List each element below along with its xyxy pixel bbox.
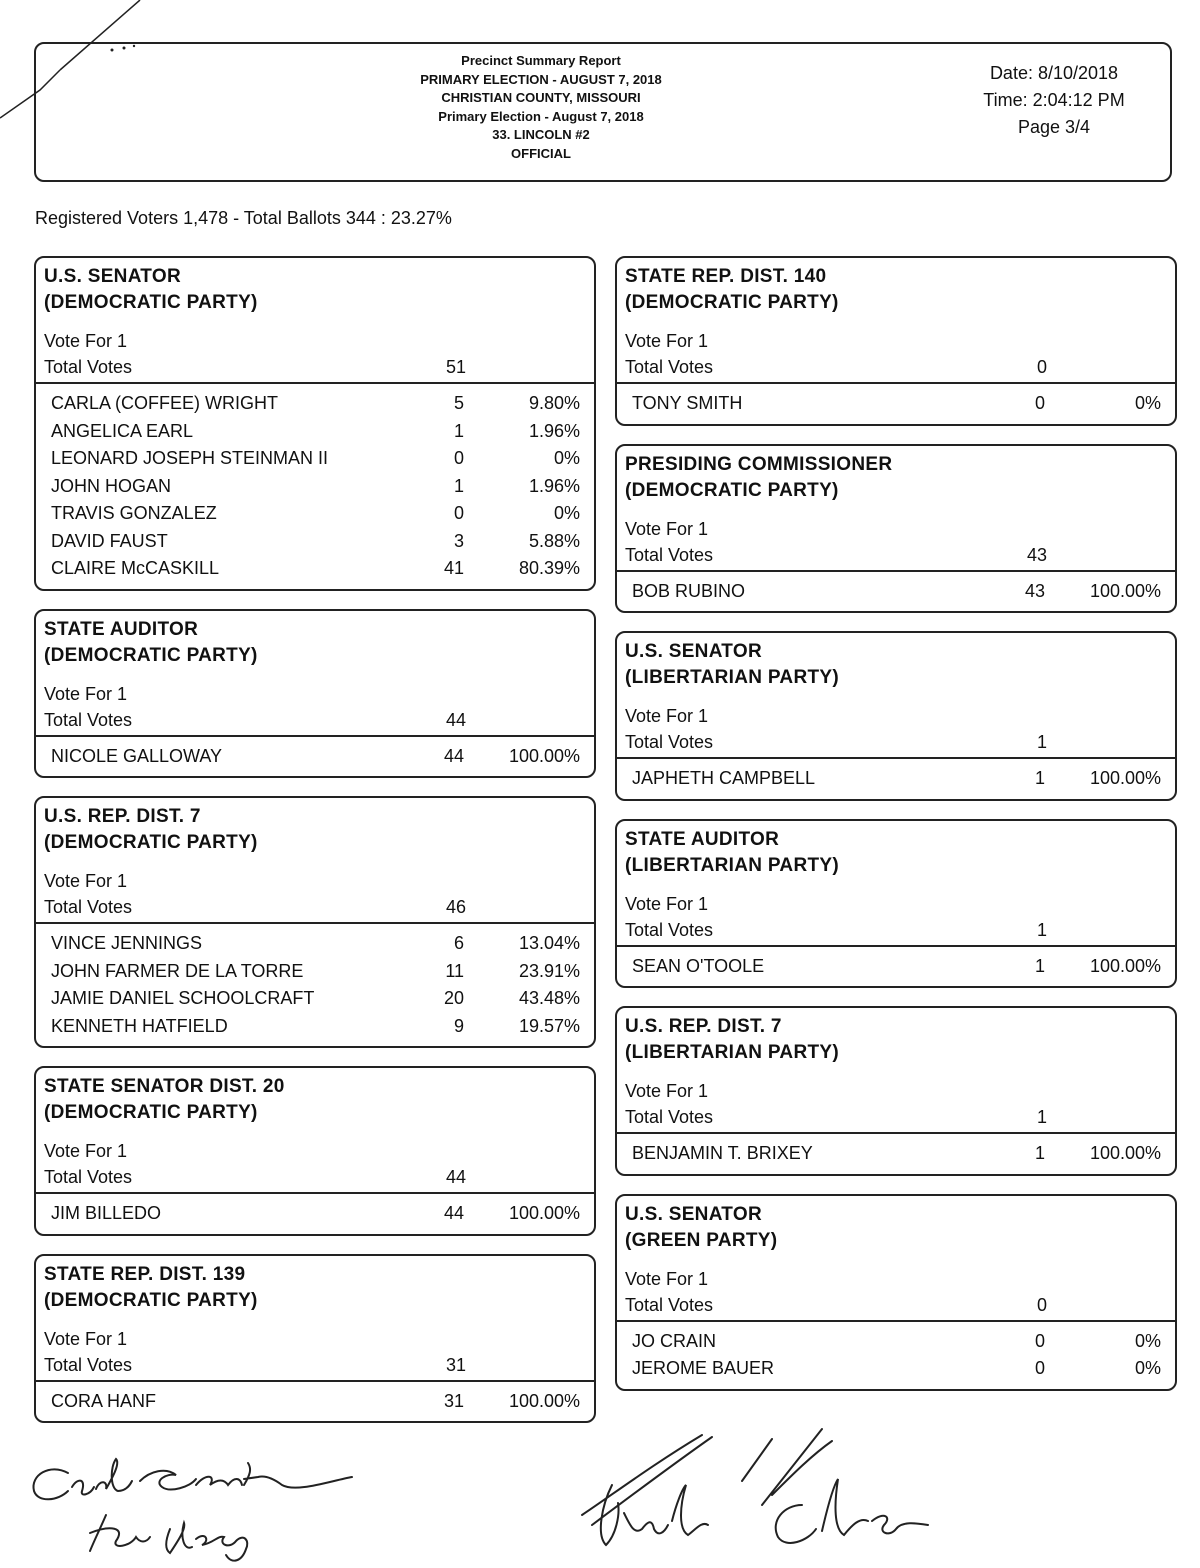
total-votes-value: 51 — [445, 357, 466, 377]
total-votes-value: 44 — [445, 1167, 466, 1187]
total-votes-value: 44 — [445, 709, 466, 730]
vote-for-label: Vote For 1 — [44, 1141, 128, 1161]
total-votes-value: 1 — [1036, 732, 1047, 752]
vote-for-label: Vote For 1 — [44, 871, 128, 891]
candidate-percent: 1.96% — [528, 420, 580, 441]
candidate-row — [51, 500, 580, 528]
race-header — [36, 611, 594, 737]
race-box — [615, 631, 1177, 801]
candidate-name: JAPHETH CAMPBELL — [632, 768, 816, 788]
total-votes-label: Total Votes — [625, 919, 714, 940]
report-title: Precinct Summary Report — [461, 53, 621, 68]
candidate-list — [617, 572, 1175, 612]
race-header — [36, 1068, 594, 1194]
race-header — [36, 258, 594, 384]
candidate-votes: 0 — [1034, 1358, 1045, 1378]
race-party: (LIBERTARIAN PARTY) — [625, 1042, 839, 1063]
candidate-name: JAMIE DANIEL SCHOOLCRAFT — [51, 988, 315, 1008]
candidate-row — [51, 930, 580, 958]
candidate-row — [632, 1355, 1161, 1383]
candidate-name: TRAVIS GONZALEZ — [51, 503, 217, 523]
race-party: (DEMOCRATIC PARTY) — [625, 292, 839, 313]
race-box — [615, 819, 1177, 989]
candidate-votes: 0 — [1034, 1330, 1045, 1351]
total-votes-label: Total Votes — [625, 732, 714, 752]
race-header — [617, 1008, 1175, 1134]
candidate-row — [51, 528, 580, 556]
candidate-list — [617, 759, 1175, 799]
candidate-list — [617, 384, 1175, 424]
race-party: (LIBERTARIAN PARTY) — [625, 667, 839, 688]
candidate-row — [51, 445, 580, 473]
race-box — [34, 256, 596, 591]
candidate-votes: 6 — [453, 933, 464, 953]
candidate-votes: 0 — [453, 503, 464, 523]
race-box — [34, 796, 596, 1048]
race-header — [617, 1196, 1175, 1322]
candidate-percent: 1.96% — [528, 475, 580, 496]
precinct-name: 33. LINCOLN #2 — [492, 127, 590, 142]
candidate-votes: 41 — [443, 558, 464, 578]
total-votes-row — [625, 354, 1167, 380]
race-party: (DEMOCRATIC PARTY) — [44, 832, 258, 853]
report-meta — [944, 60, 1164, 141]
candidate-name: JOHN FARMER DE LA TORRE — [51, 960, 304, 981]
candidate-percent: 23.91% — [518, 960, 580, 981]
race-header — [617, 258, 1175, 384]
race-header — [617, 446, 1175, 572]
candidate-row — [51, 418, 580, 446]
candidate-name: SEAN O'TOOLE — [632, 955, 765, 976]
candidate-percent: 0% — [553, 503, 580, 523]
total-votes-spacer — [1047, 729, 1167, 755]
race-title: STATE REP. DIST. 139 — [44, 1263, 246, 1285]
candidate-name: CLAIRE McCASKILL — [51, 558, 220, 578]
candidate-percent: 0% — [1134, 393, 1161, 413]
left-race-column — [34, 256, 596, 1441]
candidate-percent: 9.80% — [528, 393, 580, 413]
race-title: STATE REP. DIST. 140 — [625, 266, 827, 287]
candidate-votes: 1 — [1034, 955, 1045, 976]
candidate-name: ANGELICA EARL — [51, 420, 194, 441]
race-party: (DEMOCRATIC PARTY) — [44, 644, 258, 666]
report-header — [34, 42, 1172, 182]
candidate-percent: 100.00% — [508, 745, 580, 766]
candidate-percent: 19.57% — [518, 1015, 580, 1036]
candidate-name: VINCE JENNINGS — [51, 933, 203, 953]
candidate-row — [51, 958, 580, 986]
candidate-percent: 80.39% — [518, 558, 580, 578]
candidate-row — [632, 1328, 1161, 1356]
total-votes-row — [44, 1164, 586, 1190]
race-party: (DEMOCRATIC PARTY) — [44, 1102, 258, 1123]
candidate-percent: 100.00% — [1089, 1143, 1161, 1163]
vote-for-label: Vote For 1 — [44, 683, 128, 704]
report-title-block — [366, 52, 716, 163]
county-name: CHRISTIAN COUNTY, MISSOURI — [441, 90, 641, 105]
total-votes-label: Total Votes — [44, 897, 133, 917]
candidate-votes: 11 — [445, 960, 464, 981]
candidate-row — [632, 765, 1161, 793]
total-votes-value: 0 — [1036, 357, 1047, 377]
candidate-row — [632, 578, 1161, 606]
candidate-votes: 20 — [443, 988, 464, 1008]
report-date: Date: 8/10/2018 — [989, 63, 1119, 83]
candidate-list — [36, 924, 594, 1046]
total-votes-label: Total Votes — [625, 357, 714, 377]
total-votes-row — [44, 1352, 586, 1378]
candidate-row — [51, 1013, 580, 1041]
candidate-name: CORA HANF — [51, 1390, 157, 1411]
race-header — [617, 821, 1175, 947]
total-votes-spacer — [466, 1352, 586, 1378]
candidate-name: DAVID FAUST — [51, 530, 168, 551]
official-label: OFFICIAL — [511, 145, 571, 161]
candidate-votes: 1 — [453, 420, 464, 441]
vote-for-label: Vote For 1 — [625, 1081, 709, 1101]
candidate-row — [51, 473, 580, 501]
candidate-votes: 0 — [453, 448, 464, 468]
candidate-percent: 0% — [1134, 1330, 1161, 1351]
race-party: (DEMOCRATIC PARTY) — [44, 1289, 258, 1311]
race-party: (DEMOCRATIC PARTY) — [625, 479, 839, 501]
candidate-percent: 100.00% — [508, 1203, 580, 1223]
total-votes-row — [625, 1104, 1167, 1130]
candidate-row — [51, 390, 580, 418]
total-votes-spacer — [466, 894, 586, 920]
race-box — [615, 256, 1177, 426]
candidate-percent: 0% — [553, 448, 580, 468]
candidate-votes: 1 — [453, 475, 464, 496]
race-party: (LIBERTARIAN PARTY) — [625, 854, 839, 876]
race-box — [34, 1066, 596, 1236]
candidate-percent: 0% — [1134, 1358, 1161, 1378]
candidate-list — [36, 384, 594, 589]
candidate-name: JO CRAIN — [632, 1330, 717, 1351]
candidate-row — [632, 1140, 1161, 1168]
race-header — [617, 633, 1175, 759]
total-votes-value: 43 — [1026, 544, 1047, 565]
race-box — [615, 444, 1177, 614]
candidate-votes: 9 — [453, 1015, 464, 1036]
total-votes-spacer — [1047, 1104, 1167, 1130]
race-header — [36, 1256, 594, 1382]
total-votes-spacer — [1047, 354, 1167, 380]
total-votes-value: 31 — [445, 1354, 466, 1375]
race-party: (GREEN PARTY) — [625, 1229, 778, 1251]
total-votes-value: 46 — [445, 897, 466, 917]
signature-left — [20, 1445, 380, 1565]
candidate-list — [617, 1134, 1175, 1174]
vote-for-label: Vote For 1 — [44, 1328, 128, 1349]
candidate-votes: 31 — [443, 1390, 464, 1411]
race-title: U.S. REP. DIST. 7 — [44, 806, 201, 827]
race-box — [615, 1006, 1177, 1176]
vote-for-label: Vote For 1 — [625, 518, 709, 539]
candidate-percent: 100.00% — [1089, 955, 1161, 976]
vote-for-label: Vote For 1 — [625, 1268, 709, 1289]
candidate-votes: 1 — [1034, 1143, 1045, 1163]
candidate-row — [51, 743, 580, 771]
election-name: PRIMARY ELECTION - AUGUST 7, 2018 — [420, 71, 662, 87]
candidate-percent: 100.00% — [1089, 768, 1161, 788]
candidate-votes: 1 — [1034, 768, 1045, 788]
total-votes-label: Total Votes — [625, 1294, 714, 1315]
total-votes-label: Total Votes — [44, 1167, 133, 1187]
candidate-row — [51, 1388, 580, 1416]
candidate-row — [632, 953, 1161, 981]
candidate-votes: 44 — [443, 1203, 464, 1223]
page-number: Page 3/4 — [1017, 117, 1091, 137]
vote-for-label: Vote For 1 — [625, 706, 709, 726]
total-votes-spacer — [466, 1164, 586, 1190]
candidate-votes: 5 — [453, 393, 464, 413]
race-title: U.S. SENATOR — [625, 641, 762, 662]
total-votes-row — [625, 1292, 1167, 1318]
candidate-name: BENJAMIN T. BRIXEY — [632, 1143, 813, 1163]
race-title: PRESIDING COMMISSIONER — [625, 453, 893, 475]
total-votes-label: Total Votes — [44, 1354, 133, 1375]
candidate-name: JEROME BAUER — [632, 1358, 775, 1378]
total-votes-value: 0 — [1036, 1294, 1047, 1315]
candidate-name: TONY SMITH — [632, 393, 743, 413]
total-votes-label: Total Votes — [44, 709, 133, 730]
total-votes-row — [625, 917, 1167, 943]
total-votes-spacer — [466, 707, 586, 733]
candidate-list — [36, 737, 594, 777]
candidate-votes: 3 — [453, 530, 464, 551]
race-box — [34, 609, 596, 779]
total-votes-row — [44, 707, 586, 733]
total-votes-row — [625, 729, 1167, 755]
right-race-column — [615, 256, 1177, 1409]
candidate-list — [36, 1194, 594, 1234]
race-header — [36, 798, 594, 924]
total-votes-row — [44, 894, 586, 920]
candidate-row — [51, 985, 580, 1013]
candidate-percent: 100.00% — [1089, 580, 1161, 601]
candidate-votes: 43 — [1024, 580, 1045, 601]
total-votes-spacer — [466, 354, 586, 380]
race-title: STATE AUDITOR — [44, 618, 199, 640]
candidate-list — [617, 947, 1175, 987]
election-subtitle: Primary Election - August 7, 2018 — [438, 108, 644, 124]
candidate-name: NICOLE GALLOWAY — [51, 745, 223, 766]
candidate-votes: 44 — [443, 745, 464, 766]
candidate-percent: 5.88% — [528, 530, 580, 551]
total-votes-label: Total Votes — [625, 544, 714, 565]
vote-for-label: Vote For 1 — [625, 893, 709, 914]
candidate-percent: 100.00% — [508, 1390, 580, 1411]
candidate-name: LEONARD JOSEPH STEINMAN II — [51, 448, 329, 468]
total-votes-row — [625, 542, 1167, 568]
vote-for-label: Vote For 1 — [625, 331, 709, 351]
registered-voters-summary: Registered Voters 1,478 - Total Ballots 344 : 23.27% — [35, 208, 452, 228]
candidate-name: JIM BILLEDO — [51, 1203, 162, 1223]
race-title: STATE AUDITOR — [625, 828, 780, 850]
race-box — [615, 1194, 1177, 1391]
race-title: U.S. SENATOR — [44, 266, 181, 287]
candidate-name: BOB RUBINO — [632, 580, 746, 601]
candidate-votes: 0 — [1034, 393, 1045, 413]
total-votes-spacer — [1047, 542, 1167, 568]
total-votes-spacer — [1047, 917, 1167, 943]
total-votes-row — [44, 354, 586, 380]
race-title: U.S. SENATOR — [625, 1203, 762, 1225]
candidate-percent: 43.48% — [518, 988, 580, 1008]
candidate-name: CARLA (COFFEE) WRIGHT — [51, 393, 279, 413]
total-votes-label: Total Votes — [44, 357, 133, 377]
race-title: STATE SENATOR DIST. 20 — [44, 1076, 285, 1097]
race-box — [34, 1254, 596, 1424]
candidate-row — [632, 390, 1161, 418]
total-votes-value: 1 — [1036, 919, 1047, 940]
total-votes-spacer — [1047, 1292, 1167, 1318]
candidate-list — [36, 1382, 594, 1422]
candidate-name: KENNETH HATFIELD — [51, 1015, 228, 1036]
signature-right — [572, 1425, 952, 1568]
candidate-percent: 13.04% — [518, 933, 580, 953]
race-title: U.S. REP. DIST. 7 — [625, 1016, 782, 1037]
report-time: Time: 2:04:12 PM — [983, 90, 1125, 110]
vote-for-label: Vote For 1 — [44, 331, 128, 351]
race-party: (DEMOCRATIC PARTY) — [44, 292, 258, 313]
candidate-row — [51, 1200, 580, 1228]
candidate-name: JOHN HOGAN — [51, 475, 172, 496]
total-votes-label: Total Votes — [625, 1107, 714, 1127]
total-votes-value: 1 — [1036, 1107, 1047, 1127]
candidate-list — [617, 1322, 1175, 1389]
candidate-row — [51, 555, 580, 583]
